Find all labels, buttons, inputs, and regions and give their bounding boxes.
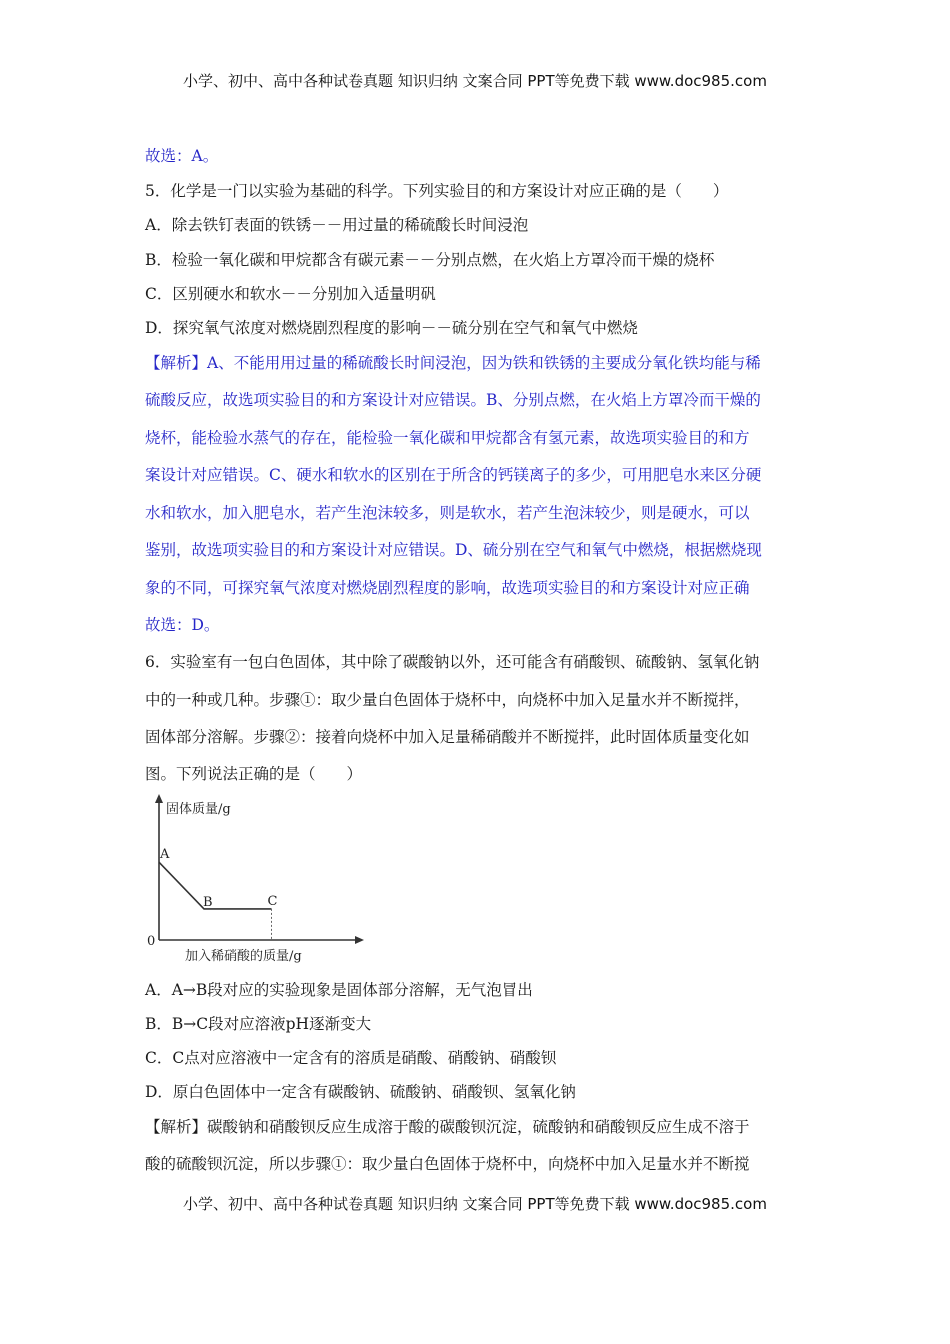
q5-analysis-line-2: 硫酸反应，故选项实验目的和方案设计对应错误。B、分别点燃，在火焰上方罩冷而干燥的 [145, 391, 761, 409]
graph-y-axis-arrow [155, 794, 163, 803]
q6-option-d: D．原白色固体中一定含有碳酸钠、硫酸钠、硝酸钡、氢氧化钠 [145, 1083, 576, 1101]
graph-point-b-label: B [203, 894, 213, 910]
q5-analysis-line-5: 水和软水，加入肥皂水，若产生泡沫较多，则是软水，若产生泡沫较少，则是硬水，可以 [145, 504, 750, 522]
q6-analysis-line-1 [145, 1117, 750, 1137]
q6-stem-line-1: 6．实验室有一包白色固体，其中除了碳酸钠以外，还可能含有硝酸钡、硫酸钠、氢氧化钠 [145, 653, 760, 671]
graph-x-label: 加入稀硝酸的质量/g [185, 949, 302, 964]
graph-origin-label: 0 [147, 934, 156, 949]
graph-mass-line [159, 862, 272, 909]
q5-analysis-line-3: 烧杯，能检验水蒸气的存在，能检验一氧化碳和甲烷都含有氢元素，故选项实验目的和方 [145, 429, 750, 447]
q6-stem-line-2: 中的一种或几种。步骤①：取少量白色固体于烧杯中，向烧杯中加入足量水并不断搅拌， [145, 691, 750, 709]
q5-analysis-line-6: 鉴别，故选项实验目的和方案设计对应错误。D、硫分别在空气和氧气中燃烧，根据燃烧现 [145, 541, 762, 559]
q6-option-b: B．B→C段对应溶液pH逐渐变大 [145, 1015, 372, 1033]
page-header: 小学、初中、高中各种试卷真题 知识归纳 文案合同 PPT等免费下载 www.doc985.com [183, 72, 767, 90]
q5-analysis-line-4: 案设计对应错误。C、硬水和软水的区别在于所含的钙镁离子的多少，可用肥皂水来区分硬 [145, 466, 762, 484]
q6-stem-line-3: 固体部分溶解。步骤②：接着向烧杯中加入足量稀硝酸并不断搅拌，此时固体质量变化如 [145, 728, 750, 746]
graph-x-axis-arrow [355, 936, 364, 944]
q5-stem: 5．化学是一门以实验为基础的科学。下列实验目的和方案设计对应正确的是（ ） [145, 182, 729, 200]
q5-analysis-line-7: 象的不同，可探究氧气浓度对燃烧剧烈程度的影响，故选项实验目的和方案设计对应正确 [145, 579, 750, 597]
q5-answer: 故选：D。 [145, 616, 220, 634]
q6-option-c: C．C点对应溶液中一定含有的溶质是硝酸、硝酸钠、硝酸钡 [145, 1049, 557, 1067]
q5-analysis-text: A、不能用用过量的稀硫酸长时间浸泡，因为铁和铁锈的主要成分氧化铁均能与稀 [207, 354, 761, 372]
q6-analysis-tag: 【解析】 [145, 1118, 208, 1136]
q5-analysis-line-1 [145, 353, 761, 373]
q6-analysis-line-2: 酸的硫酸钡沉淀，所以步骤①：取少量白色固体于烧杯中，向烧杯中加入足量水并不断搅 [145, 1155, 750, 1173]
graph-point-a-label: A [160, 847, 170, 863]
q6-analysis-text: 碳酸钠和硝酸钡反应生成溶于酸的碳酸钡沉淀，硫酸钠和硝酸钡反应生成不溶于 [207, 1118, 750, 1136]
previous-answer: 故选：A。 [145, 147, 219, 165]
graph-point-c-label: C [267, 893, 278, 909]
solid-mass-graph [140, 793, 370, 965]
q5-option-c: C．区别硬水和软水－－分别加入适量明矾 [145, 285, 436, 303]
q5-option-a: A．除去铁钉表面的铁锈－－用过量的稀硫酸长时间浸泡 [145, 216, 529, 234]
q6-stem-line-4: 图。下列说法正确的是（ ） [145, 765, 363, 783]
q5-option-b: B．检验一氧化碳和甲烷都含有碳元素－－分别点燃，在火焰上方罩冷而干燥的烧杯 [145, 251, 715, 269]
q5-analysis-tag: 【解析】 [145, 354, 208, 372]
page-footer: 小学、初中、高中各种试卷真题 知识归纳 文案合同 PPT等免费下载 www.doc985.com [183, 1195, 767, 1213]
q6-option-a: A．A→B段对应的实验现象是固体部分溶解，无气泡冒出 [145, 981, 533, 999]
graph-y-label: 固体质量/g [166, 802, 231, 817]
q5-option-d: D．探究氧气浓度对燃烧剧烈程度的影响－－硫分别在空气和氧气中燃烧 [145, 319, 638, 337]
